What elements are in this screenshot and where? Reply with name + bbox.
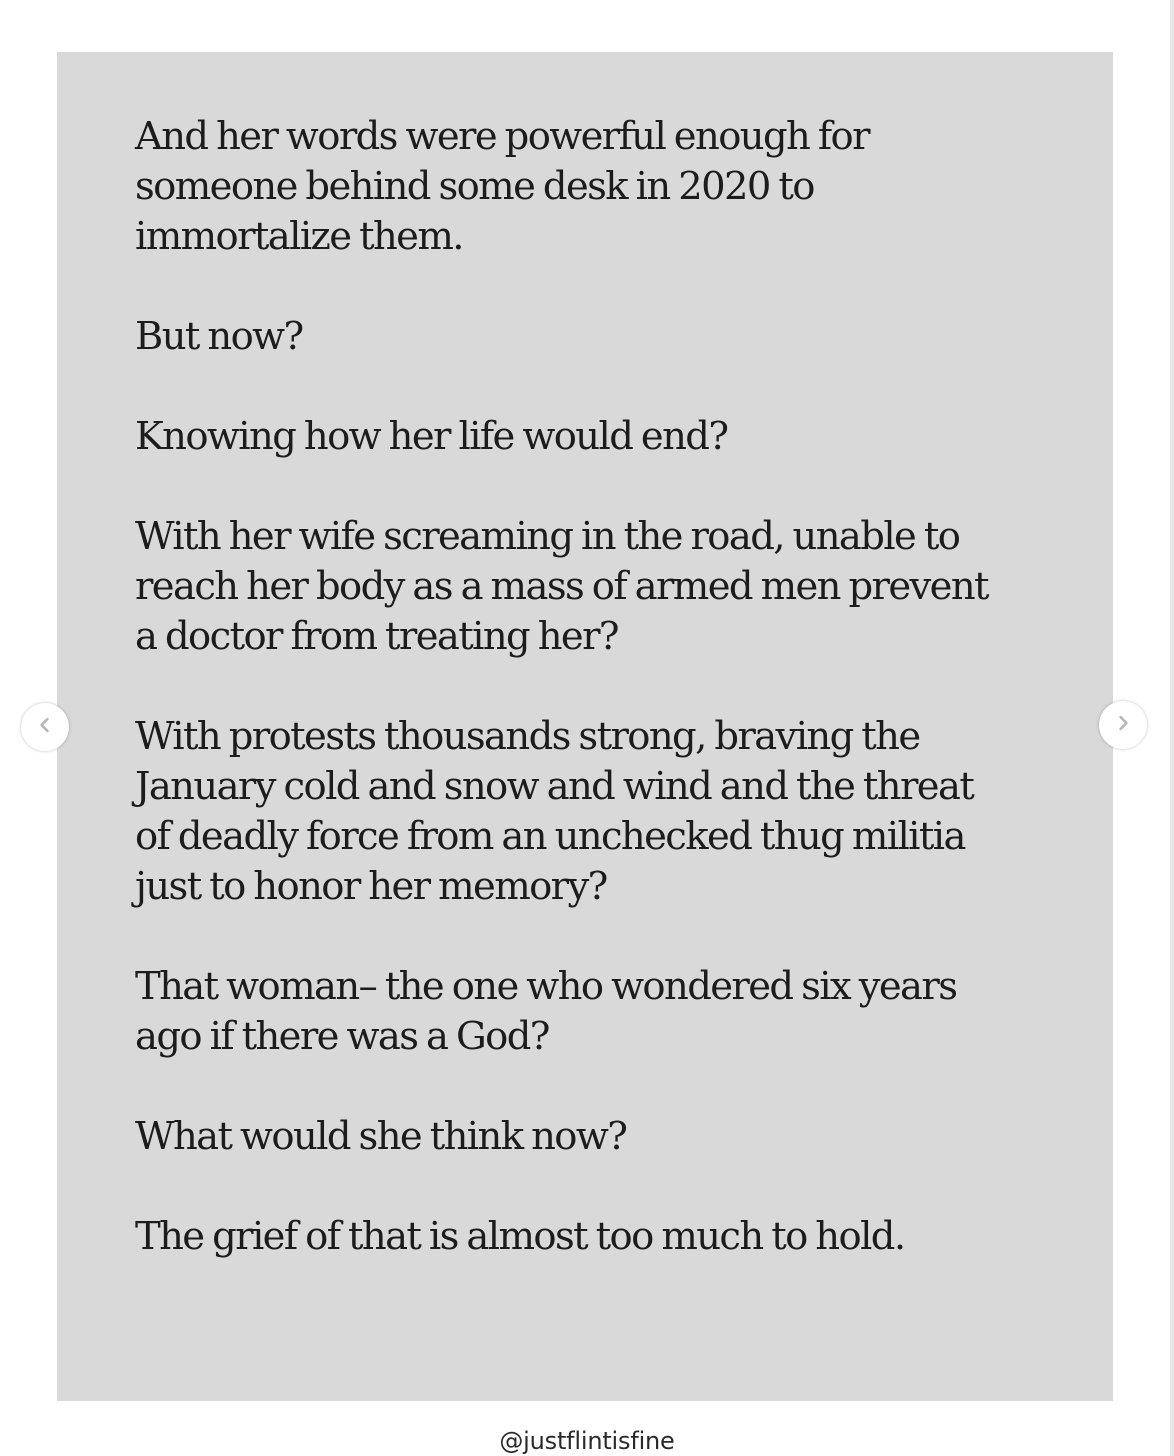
next-slide-button[interactable] [1099,701,1147,749]
author-handle: @justflintisfine [499,1427,675,1455]
post-paragraph: That woman– the one who wondered six years ago if there was a God? [135,964,957,1059]
previous-slide-button[interactable] [21,703,69,751]
chevron-left-icon [35,715,55,740]
post-paragraph: With protests thousands strong, braving the January cold and snow and wind and the threat of deadly force from an unchecked thug militia just to honor her memory? [135,714,974,909]
post-text-body [135,112,1055,1262]
post-paragraph: And her words were powerful enough for someone behind some desk in 2020 to immortalize them. [135,114,869,259]
post-paragraph: Knowing how her life would end? [135,414,728,459]
post-paragraph: The grief of that is almost too much to hold. [135,1214,905,1259]
post-paragraph: With her wife screaming in the road, unable to reach her body as a mass of armed men prevent a doctor from treating her? [135,514,988,659]
chevron-right-icon [1113,713,1133,738]
post-paragraph: But now? [135,314,303,359]
post-paragraph: What would she think now? [135,1114,627,1159]
page-edge-divider [1170,0,1174,1456]
